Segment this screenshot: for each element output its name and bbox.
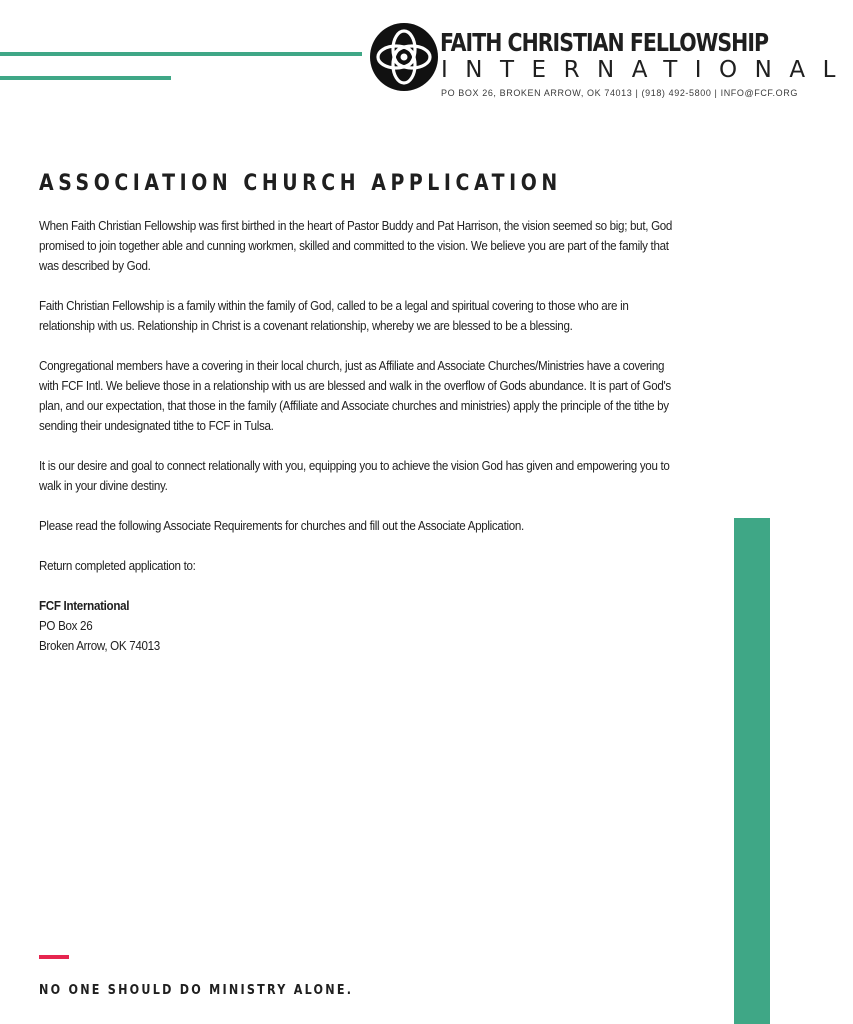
- address-line-1: PO Box 26: [39, 618, 93, 633]
- paragraph-3: Congregational members have a covering in their local church, just as Affiliate and Associate Churches/Ministries have a covering with FCF Intl. We believe those in a relationship with us are blessed and walk in the overflow of Gods abundance. It is part of God's plan, and our expectation, that those in the family (Affiliate and Associate churches and ministries) apply the principle of the tithe by sending their undesignated tithe to FCF in Tulsa.: [39, 358, 671, 433]
- document-title: ASSOCIATION CHURCH APPLICATION: [39, 171, 562, 196]
- paragraph-2: Faith Christian Fellowship is a family within the family of God, called to be a legal and spiritual covering to those who are in relationship with us. Relationship in Christ is a covenant relationship, whereby we are blessed to be a blessing.: [39, 298, 629, 333]
- paragraph-4: It is our desire and goal to connect relationally with you, equipping you to achieve the vision God has given and empowering you to walk in your divine destiny.: [39, 458, 670, 493]
- mailing-address: [39, 596, 673, 656]
- paragraph-1: When Faith Christian Fellowship was first birthed in the heart of Pastor Buddy and Pat Harrison, the vision seemed so big; but, God promised to join together able and cunning workmen, skilled and committed to the vision. We believe you are part of the family that was described by God.: [39, 218, 673, 273]
- org-contact-line: PO BOX 26, BROKEN ARROW, OK 74013 | (918) 492-5800 | INFO@FCF.ORG: [441, 88, 798, 98]
- footer-tagline: NO ONE SHOULD DO MINISTRY ALONE.: [39, 983, 354, 998]
- paragraph-6: Return completed application to:: [39, 558, 196, 573]
- header-rule-short: [0, 76, 171, 80]
- org-name: FAITH CHRISTIAN FELLOWSHIP: [440, 28, 769, 57]
- document-body: [39, 216, 673, 676]
- org-subtitle: INTERNATIONAL: [441, 57, 853, 83]
- address-org: FCF International: [39, 598, 130, 613]
- side-accent-bar: [734, 518, 770, 1024]
- address-line-2: Broken Arrow, OK 74013: [39, 638, 160, 653]
- footer-red-dash: [39, 955, 69, 959]
- paragraph-5: Please read the following Associate Requirements for churches and fill out the Associate Application.: [39, 518, 524, 533]
- header-rule-long: [0, 52, 362, 56]
- interlocking-rings-logo-icon: [369, 22, 439, 92]
